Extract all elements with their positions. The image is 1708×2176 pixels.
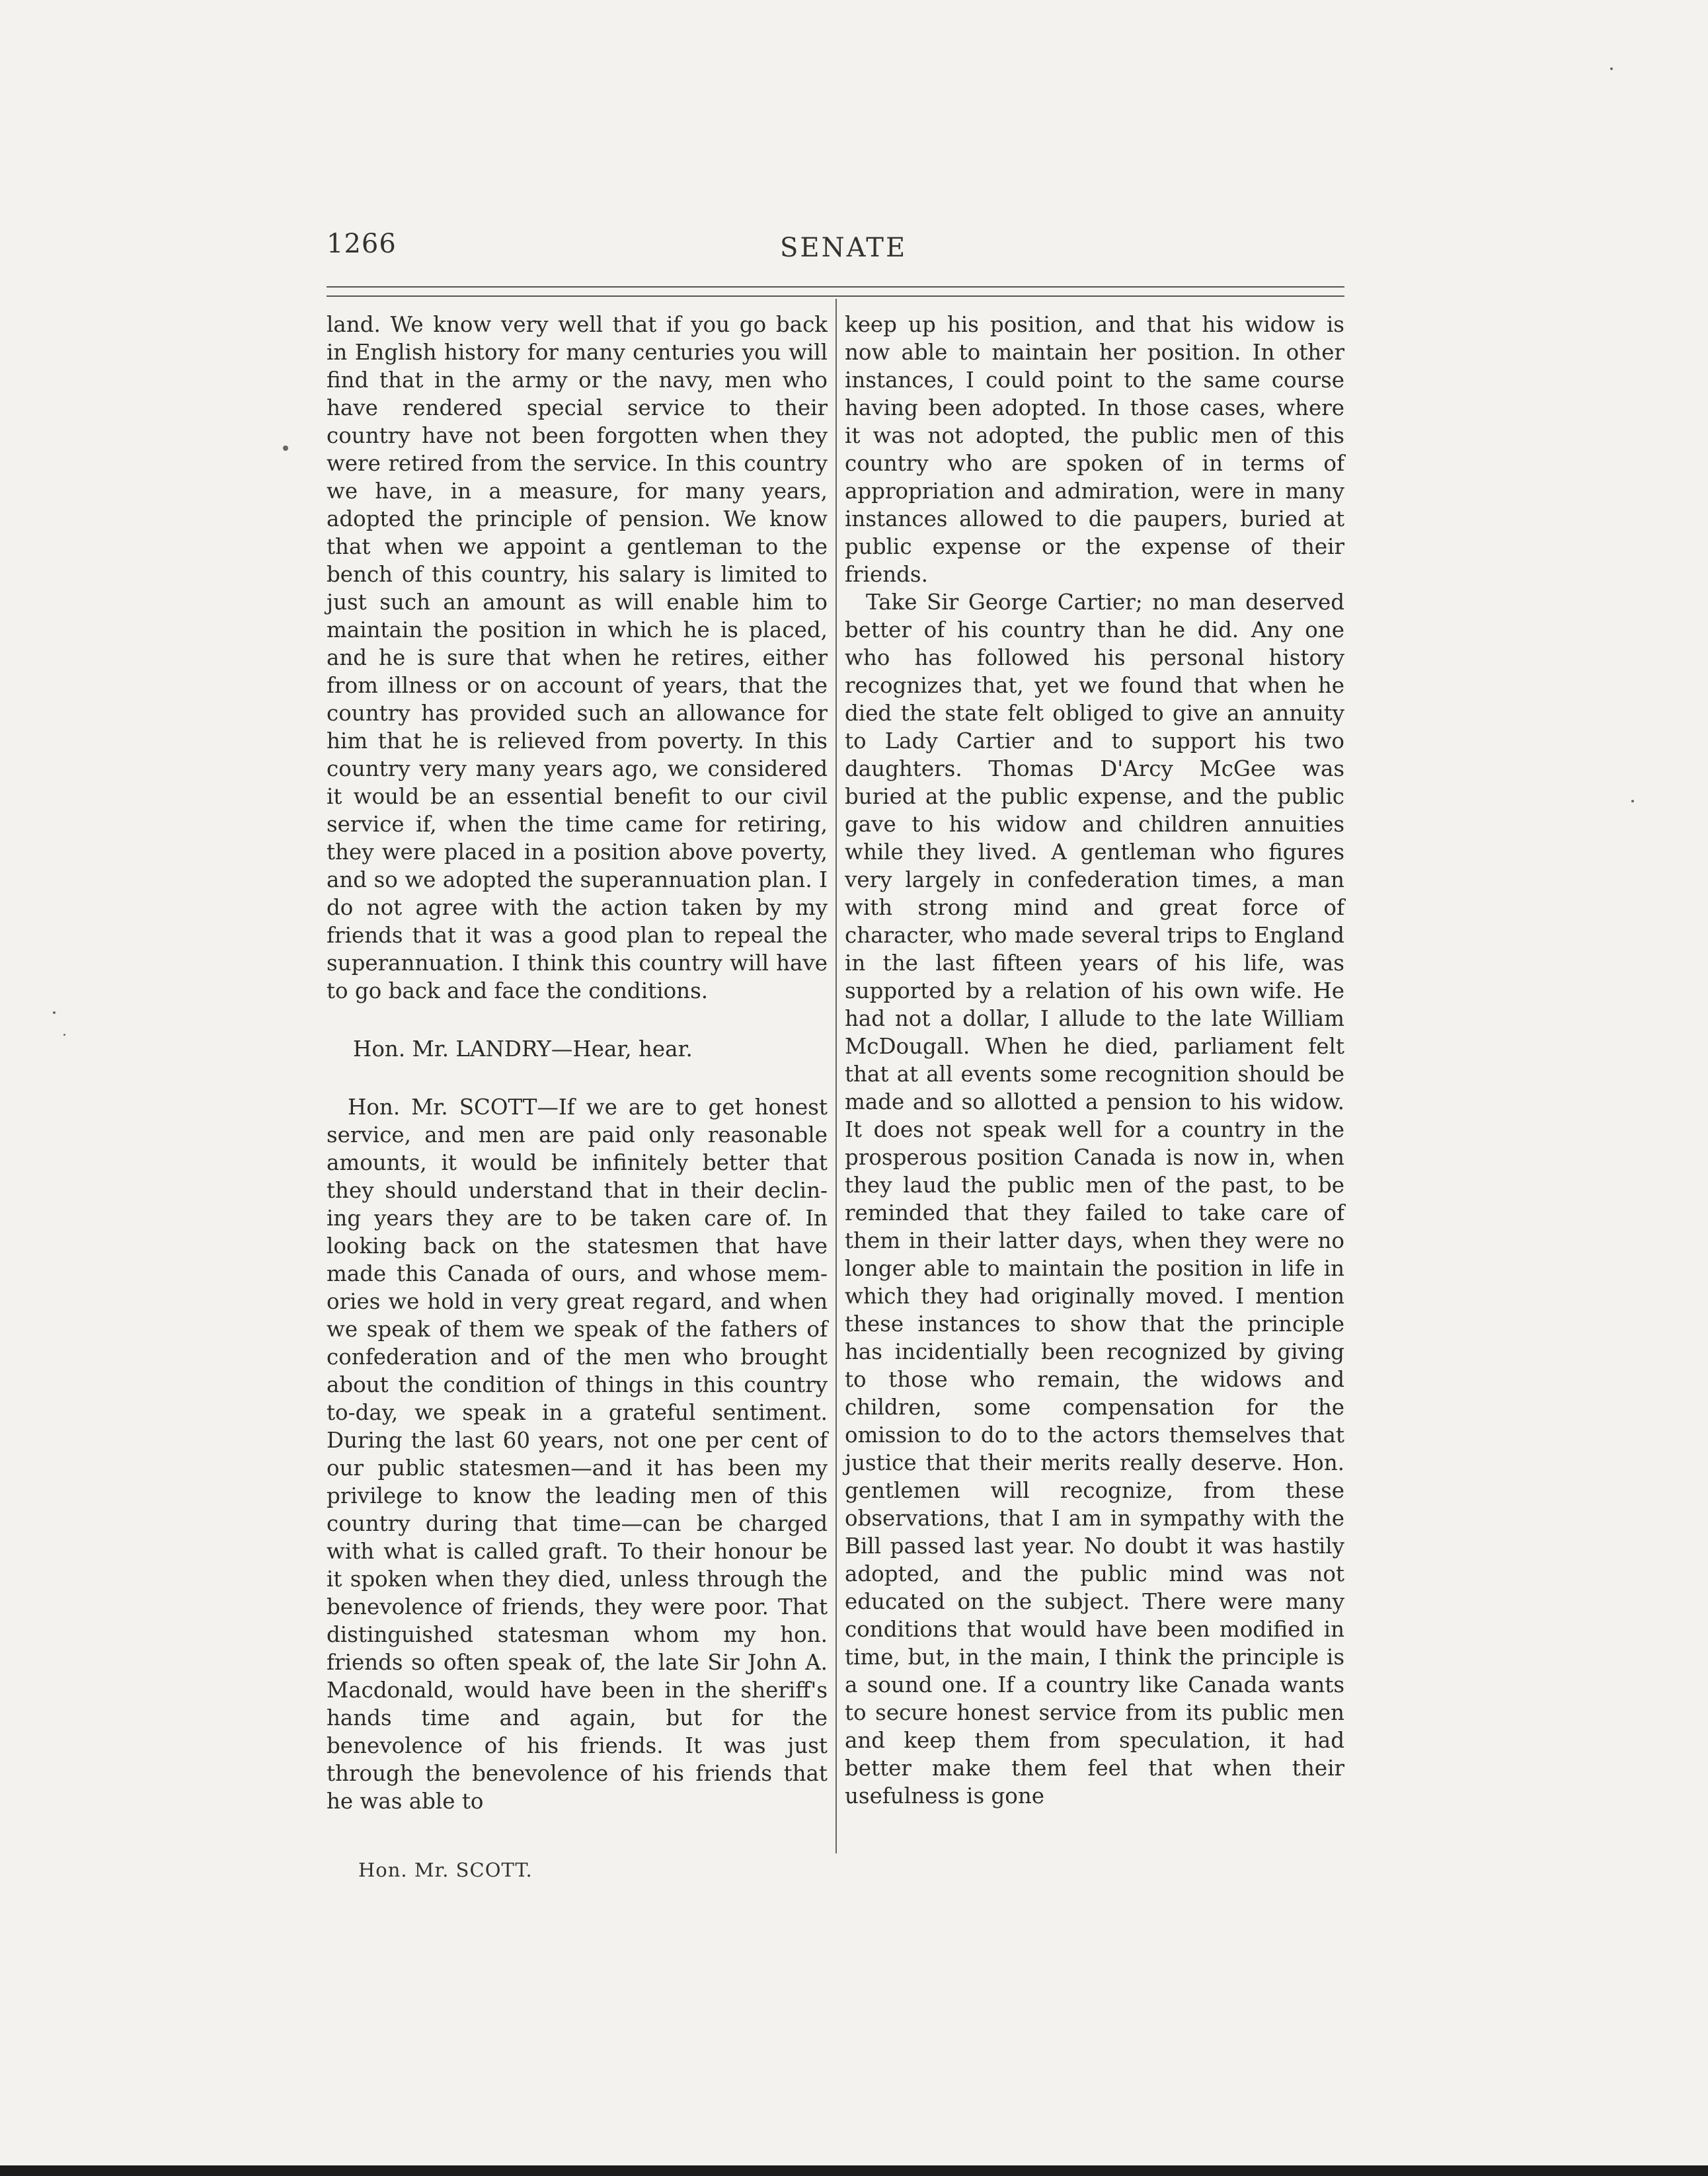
left-paragraph-2: Hon. Mr. LANDRY—Hear, hear.	[353, 1036, 693, 1062]
scan-speck	[63, 1034, 65, 1036]
scan-speck	[283, 446, 288, 451]
scan-speck	[1631, 800, 1634, 802]
left-paragraph-3: Hon. Mr. SCOTT—If we are to get honest service, and men are paid only reasonable amounts, it would be infinitely better that they should understand that in their declining years they are to be taken care of. In looking back on the statesmen that have made this Canada of ours, and whose memories we hold in very great regard, and when we speak of them we speak of the fathers of confederation and of the men who brought about the condition of things in this country to-day, we speak in a grateful sentiment. During the last 60 years, not one per cent of our public statesmen—and it has been my privilege to know the leading men of this country during that time—can be charged with what is called graft. To their honour be it spoken when they died, unless through the benevolence of friends, they were poor. That distinguished statesman whom my hon. friends so often speak of, the late Sir John A. Macdonald, would have been in the sheriff's hands time and again, but for the benevolence of his friends. It was just through the benevolence of his friends that he was able to	[327, 1095, 828, 1814]
column-divider	[835, 299, 837, 1853]
header-rule-bottom	[327, 295, 1344, 297]
page-number: 1266	[327, 229, 397, 259]
footer-speaker: Hon. Mr. SCOTT.	[358, 1859, 533, 1881]
left-column	[327, 311, 828, 1815]
scan-speck	[53, 1011, 56, 1014]
left-paragraph-1: land. We know very well that if you go back in English history for many centuries you will find that in the army or the navy, men who have rendered special service to their country have not been forgotten when they were retired from the service. In this country we have, in a measure, for many years, adopted the principle of pension. We know that when we appoint a gentleman to the bench of this country, his salary is limited to just such an amount as will enable him to maintain the position in which he is placed, and he is sure that when he retires, either from illness or on account of years, that the country has provided such an allowance for him that he is relieved from poverty. In this country very many years ago, we considered it would be an essential benefit to our civil service if, when the time came for retiring, they were placed in a position above poverty, and so we adopted the superannuation plan. I do not agree with the action taken by my friends that it was a good plan to repeal the superannuation. I think this country will have to go back and face the conditions.	[327, 312, 828, 1003]
scan-bottom-edge	[0, 2165, 1708, 2176]
scan-speck	[1610, 67, 1613, 70]
right-column	[845, 311, 1344, 1810]
right-paragraph-1: keep up his position, and that his widow is now able to maintain her position. In other instances, I could point to the same course having been adopted. In those cases, where it was not adopted, the public men of this country who are spoken of in terms of appropriation and admiration, were in many instances allowed to die paupers, buried at public expense or the expense of their friends.	[845, 312, 1344, 587]
running-head: SENATE	[780, 233, 908, 263]
right-paragraph-2: Take Sir George Cartier; no man deserved better of his country than he did. Any one who has followed his personal history recognizes that, yet we found that when he died the state felt obliged to give an annuity to Lady Cartier and to support his two daughters. Thomas D'Arcy McGee was buried at the public expense, and the public gave to his widow and children annuities while they lived. A gentleman who figures very largely in confederation times, a man with strong mind and great force of character, who made several trips to England in the last fifteen years of his life, was supported by a relation of his own wife. He had not a dollar, I allude to the late William McDougall. When he died, parliament felt that at all events some recognition should be made and so allotted a pension to his widow. It does not speak well for a country in the prosperous position Canada is now in, when they laud the public men of the past, to be reminded that they failed to take care of them in their latter days, when they were no longer able to maintain the position in life in which they had originally moved. I mention these instances to show that the principle has incidentially been recognized by giving to those who remain, the widows and children, some compensation for the omission to do to the actors themselves that justice that their merits really deserve. Hon. gentlemen will recognize, from these observations, that I am in sympathy with the Bill passed last year. No doubt it was hastily adopted, and the public mind was not educated on the subject. There were many conditions that would have been modified in time, but, in the main, I think the principle is a sound one. If a country like Canada wants to secure honest service from its public men and keep them from speculation, it had better make them feel that when their usefulness is gone	[845, 590, 1344, 1808]
header-rule-top	[327, 286, 1344, 288]
